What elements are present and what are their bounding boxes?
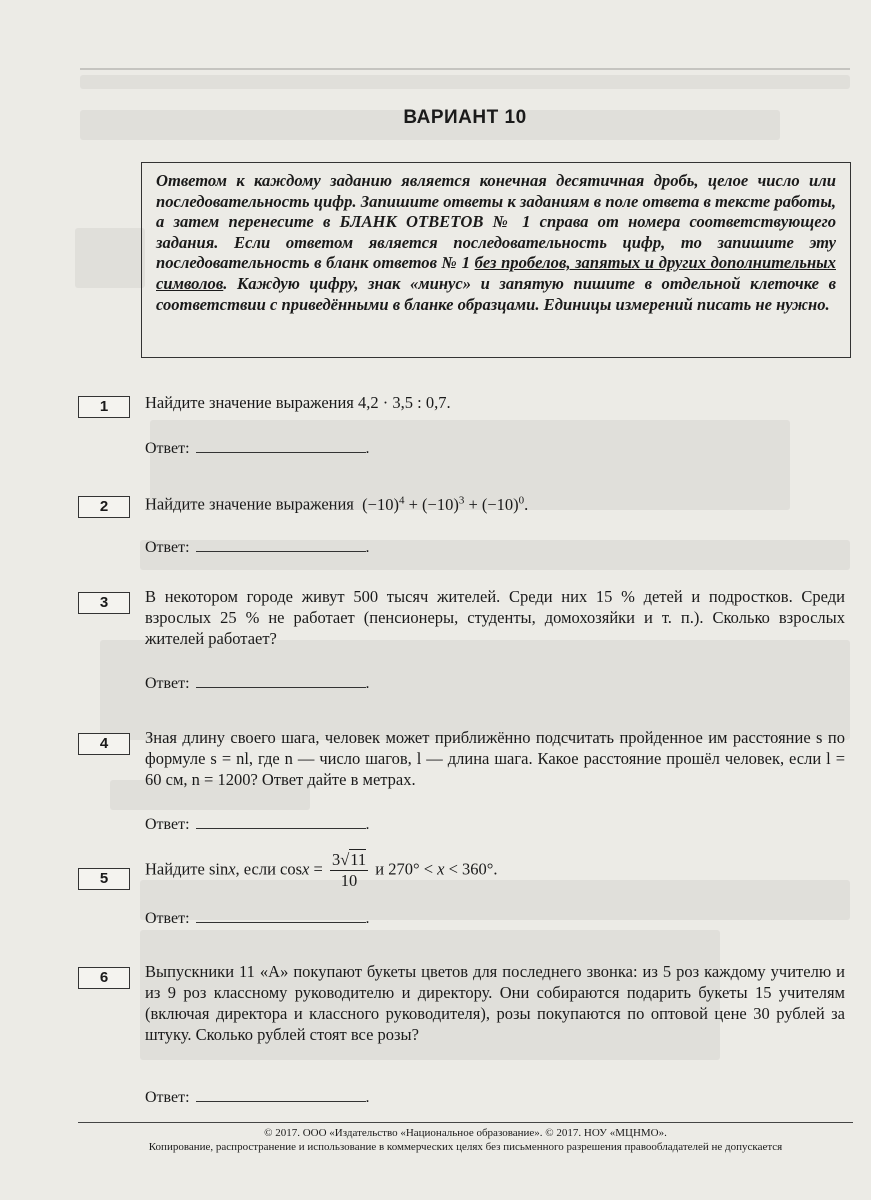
- answer-field-3[interactable]: Ответ: .: [145, 675, 370, 692]
- instructions-text: Ответом к каждому заданию является конечная десятичная дробь, целое число или последовательность цифр. Запишите ответы к заданиям в поле ответа в тексте работы, а затем перенесите в БЛАНК ОТВЕТОВ № 1 справа от номера соответствующего задания. Если ответом является последовательность цифр, то запишите эту последовательность в бланк ответов № 1 без пробелов, запятых и других дополнительных символов. Каждую цифру, знак «минус» и запятую пишите в отдельной клеточке в соответствии с приведёнными в бланке образцами. Единицы измерений писать не нужно.: [156, 171, 836, 314]
- instructions-underlined: без пробелов, запятых и других дополнительных символов: [156, 253, 836, 293]
- answer-field-4[interactable]: Ответ: .: [145, 816, 370, 833]
- footer-notice: Копирование, распространение и использование в коммерческих целях без письменного разрешения правообладателей не допускается: [148, 1141, 783, 1153]
- task-text-2: Найдите значение выражения $(-10)^4 + (-10)^3 + (-10)^0$.: [145, 494, 529, 514]
- header-rule: [80, 68, 850, 70]
- task-number-2: 2: [78, 496, 130, 518]
- task-text-1: Найдите значение выражения 4,2 · 3,5 : 0,7.: [145, 393, 451, 412]
- task-number-3: 3: [78, 592, 130, 614]
- footer-copyright: © 2017. ООО «Издательство «Национальное образование». © 2017. НОУ «МЦНМО».: [264, 1127, 667, 1139]
- variant-title: ВАРИАНТ 10: [403, 107, 527, 128]
- task-text-5: Найдите sinx, если cosx = $\frac{3√11}{10}$ и 270° < x < 360°.: [145, 850, 498, 890]
- answer-field-6[interactable]: Ответ: .: [145, 1089, 370, 1106]
- task-text-6: Выпускники 11 «А» покупают букеты цветов для последнего звонка: из 5 роз каждому учителю и из 9 роз классному руководителю и директору. Они собираются подарить букеты 15 учителям (включая директора и классного руководителя), розы покупаются по оптовой цене 30 рублей за штуку. Сколько рублей стоят все розы?: [145, 962, 845, 1044]
- task-number-4: 4: [78, 733, 130, 755]
- footer-rule: [78, 1122, 853, 1123]
- answer-field-5[interactable]: Ответ: .: [145, 910, 370, 927]
- task-2-expression: $(-10)^4 + (-10)^3 + (-10)^0$.: [362, 494, 529, 514]
- answer-field-2[interactable]: Ответ: .: [145, 539, 370, 556]
- task-number-5: 5: [78, 868, 130, 890]
- task-text-4: Зная длину своего шага, человек может приближённо подсчитать пройденное им расстояние s по формуле s = nl, где n — число шагов, l — длина шага. Какое расстояние прошёл человек, если l = 60 см, n = 1200? Ответ дайте в метрах.: [145, 728, 845, 789]
- task-5-fraction: $\frac{3√11}{10}$: [331, 850, 367, 890]
- instructions-box: [141, 162, 851, 358]
- task-number-1: 1: [78, 396, 130, 418]
- answer-field-1[interactable]: Ответ: .: [145, 440, 370, 457]
- task-text-3: В некотором городе живут 500 тысяч жителей. Среди них 15 % детей и подростков. Среди взрослых 25 % не работает (пенсионеры, студенты, домохозяйки и т. п.). Сколько взрослых жителей работает?: [145, 587, 845, 648]
- task-number-6: 6: [78, 967, 130, 989]
